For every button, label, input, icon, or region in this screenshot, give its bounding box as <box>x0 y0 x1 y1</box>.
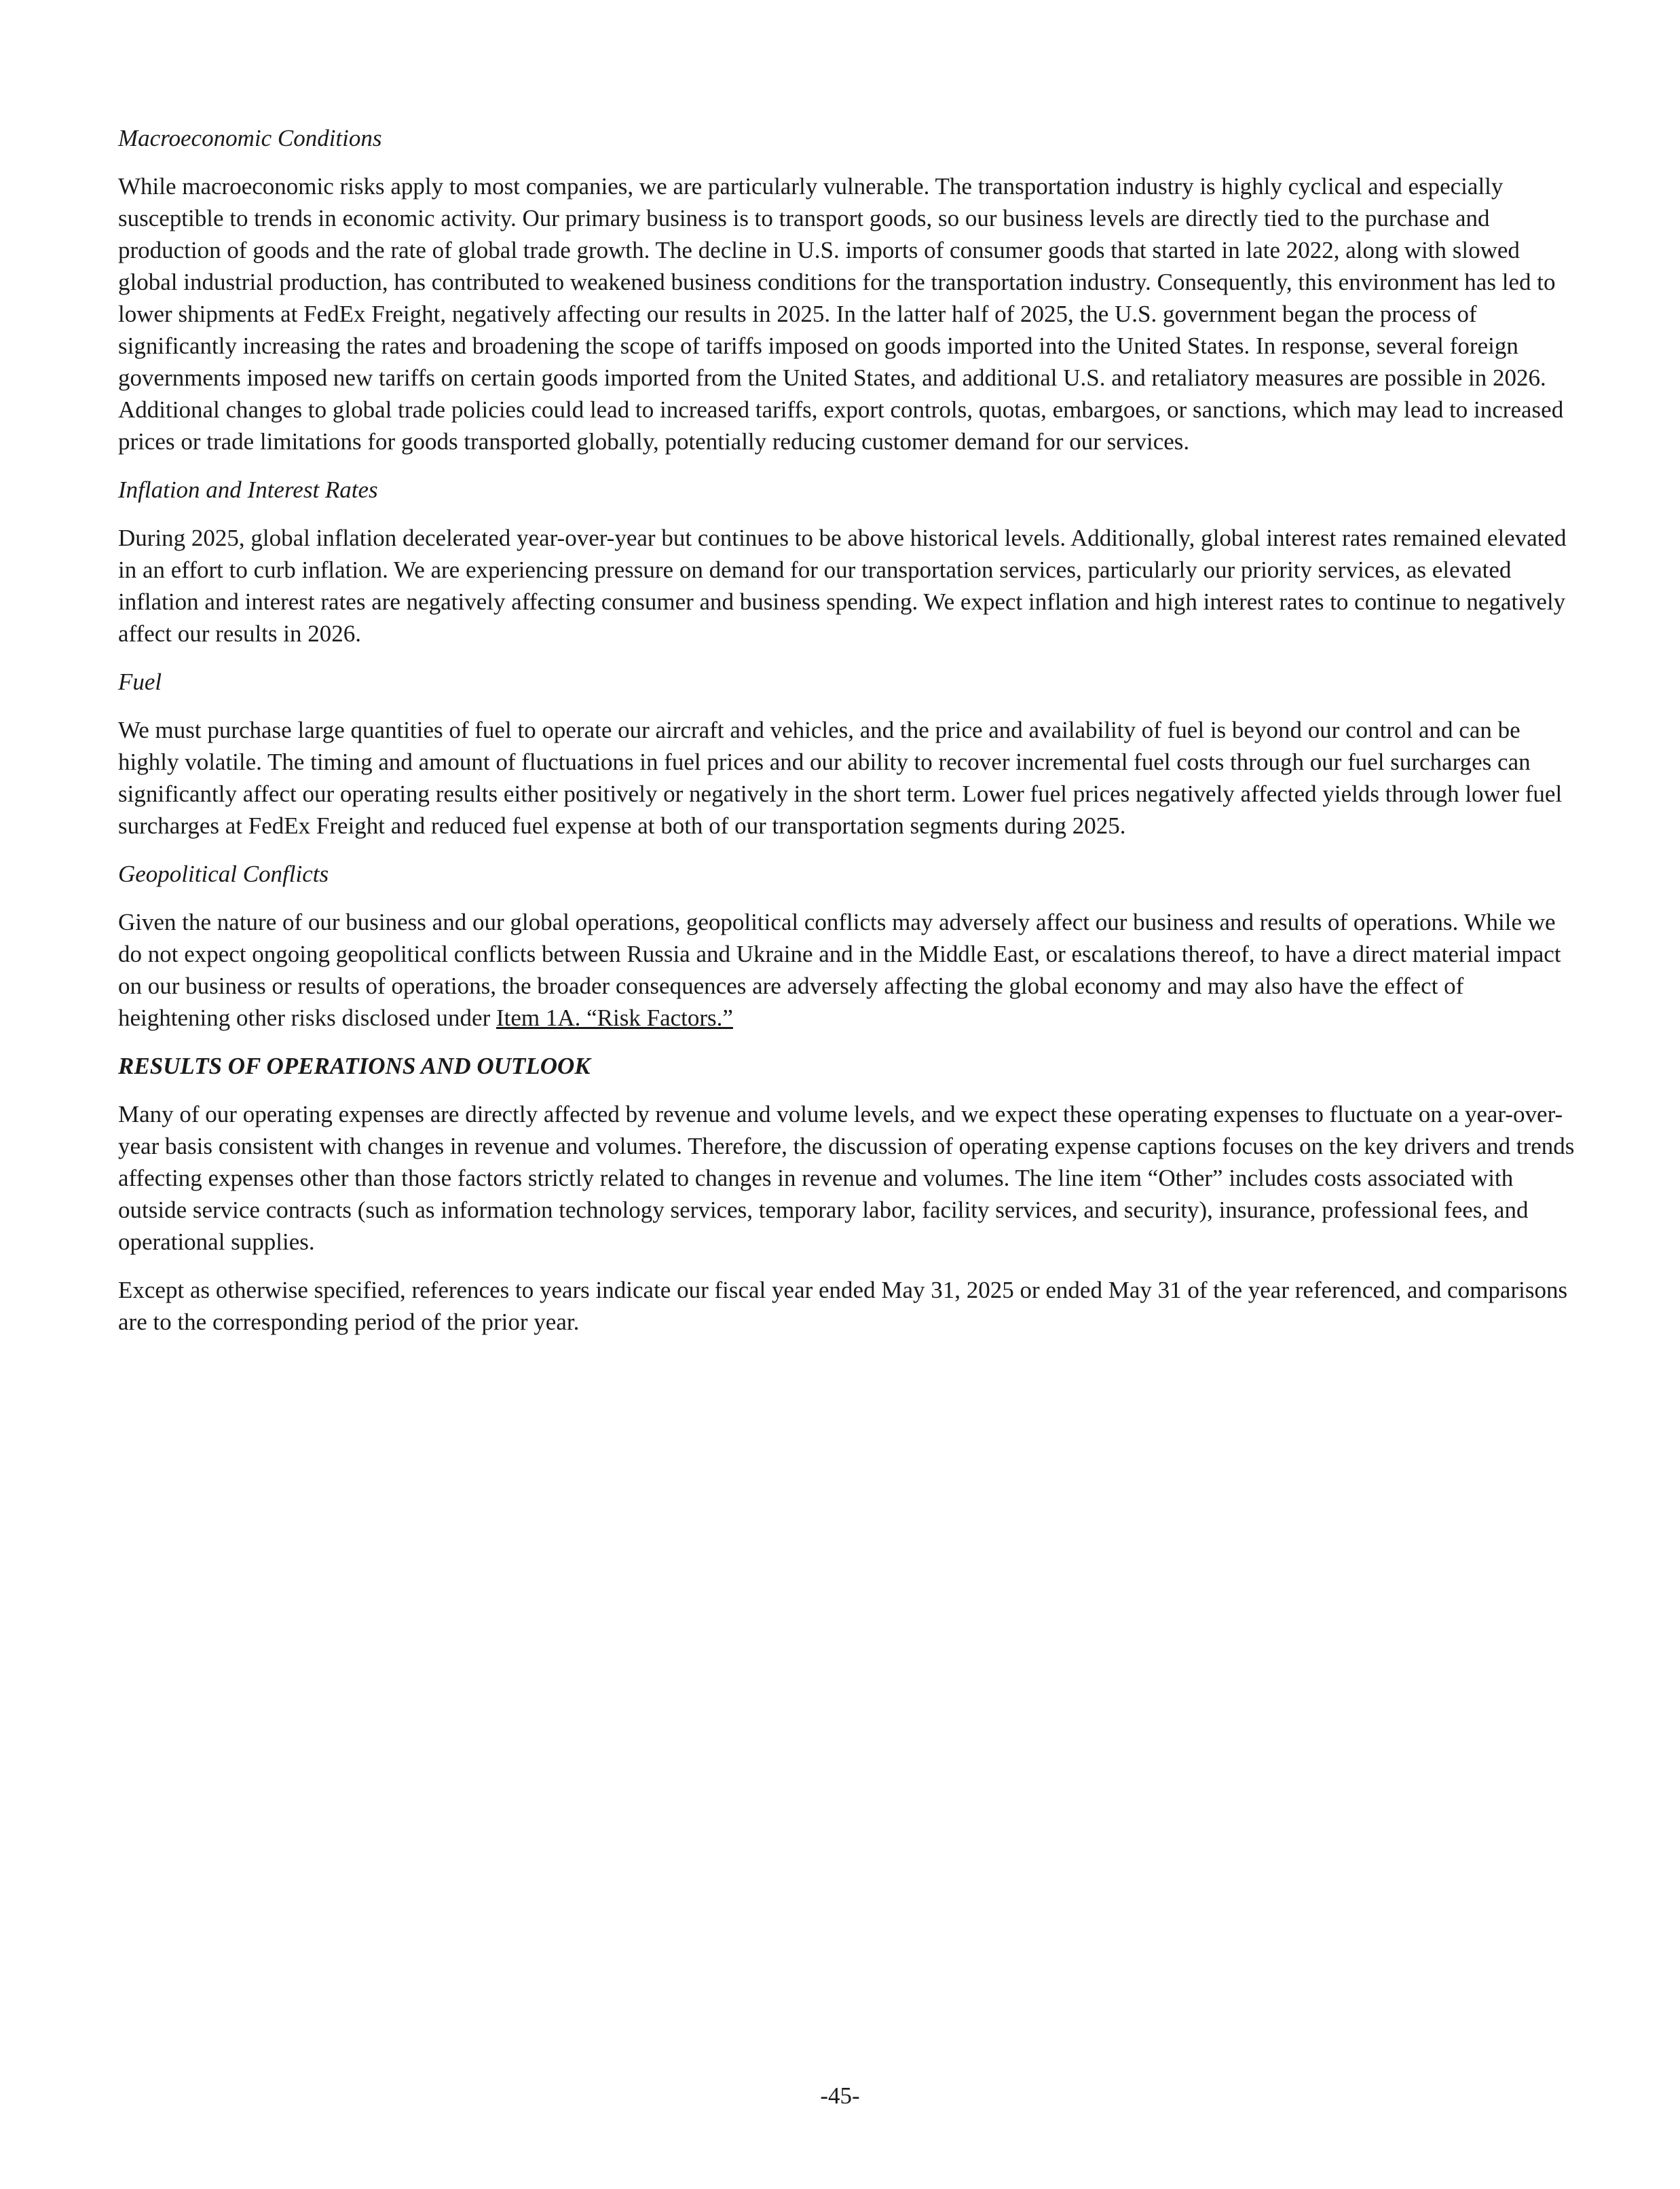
inflation-interest-rates-paragraph: During 2025, global inflation decelerated year-over-year but continues to be above historical levels. Additionally, global interest rates remained elevated in an effort to curb inflation. We are experiencing pressure on demand for our transportation services, particularly our priority services, as elevated inflation and interest rates are negatively affecting consumer and business spending. We expect inflation and high interest rates to continue to negatively affect our results in 2026. <box>118 525 1567 647</box>
results-of-operations-heading: RESULTS OF OPERATIONS AND OUTLOOK <box>118 1053 591 1079</box>
geopolitical-conflicts-text: Given the nature of our business and our global operations, geopolitical conflicts may adversely affect our business and results of operations. While we do not expect ongoing geopolitical conflicts between Russia and Ukraine and in the Middle East, or escalations thereof, to have a direct material impact on our business or results of operations, the broader consequences are adversely affecting the global economy and may also have the effect of heightening other risks disclosed under <box>118 909 1561 1031</box>
results-of-operations-paragraph-2: Except as otherwise specified, references to years indicate our fiscal year ended May 31, 2025 or ended May 31 of the year referenced, and comparisons are to the corresponding period of the prior year. <box>118 1277 1568 1335</box>
macroeconomic-conditions-paragraph: While macroeconomic risks apply to most companies, we are particularly vulnerable. The transportation industry is highly cyclical and especially susceptible to trends in economic activity. Our primary business is to transport goods, so our business levels are directly tied to the purchase and production of goods and the rate of global trade growth. The decline in U.S. imports of consumer goods that started in late 2022, along with slowed global industrial production, has contributed to weakened business conditions for the transportation industry. Consequently, this environment has led to lower shipments at FedEx Freight, negatively affecting our results in 2025. In the latter half of 2025, the U.S. government began the process of significantly increasing the rates and broadening the scope of tariffs imposed on goods imported into the United States. In response, several foreign governments imposed new tariffs on certain goods imported from the United States, and additional U.S. and retaliatory measures are possible in 2026. Additional changes to global trade policies could lead to increased tariffs, export controls, quotas, embargoes, or sanctions, which may lead to increased prices or trade limitations for goods transported globally, potentially reducing customer demand for our services. <box>118 173 1564 455</box>
document-page <box>118 122 1578 1354</box>
macroeconomic-conditions-heading: Macroeconomic Conditions <box>118 125 382 151</box>
inflation-interest-rates-heading: Inflation and Interest Rates <box>118 476 378 503</box>
geopolitical-conflicts-paragraph <box>118 906 1578 1034</box>
fuel-paragraph: We must purchase large quantities of fuel to operate our aircraft and vehicles, and the price and availability of fuel is beyond our control and can be highly volatile. The timing and amount of fluctuations in fuel prices and our ability to recover incremental fuel costs through our fuel surcharges can significantly affect our operating results either positively or negatively in the short term. Lower fuel prices negatively affected yields through lower fuel surcharges at FedEx Freight and reduced fuel expense at both of our transportation segments during 2025. <box>118 717 1563 839</box>
geopolitical-conflicts-heading: Geopolitical Conflicts <box>118 861 329 887</box>
risk-factors-link[interactable]: Item 1A. “Risk Factors.” <box>496 1005 733 1031</box>
results-of-operations-paragraph-1: Many of our operating expenses are directly affected by revenue and volume levels, and we expect these operating expenses to fluctuate on a year-over-year basis consistent with changes in revenue and volumes. Therefore, the discussion of operating expense captions focuses on the key drivers and trends affecting expenses other than those factors strictly related to changes in revenue and volumes. The line item “Other” includes costs associated with outside service contracts (such as information technology services, temporary labor, facility services, and security), insurance, professional fees, and operational supplies. <box>118 1101 1575 1255</box>
fuel-heading: Fuel <box>118 669 162 695</box>
page-number: -45- <box>820 2082 860 2109</box>
